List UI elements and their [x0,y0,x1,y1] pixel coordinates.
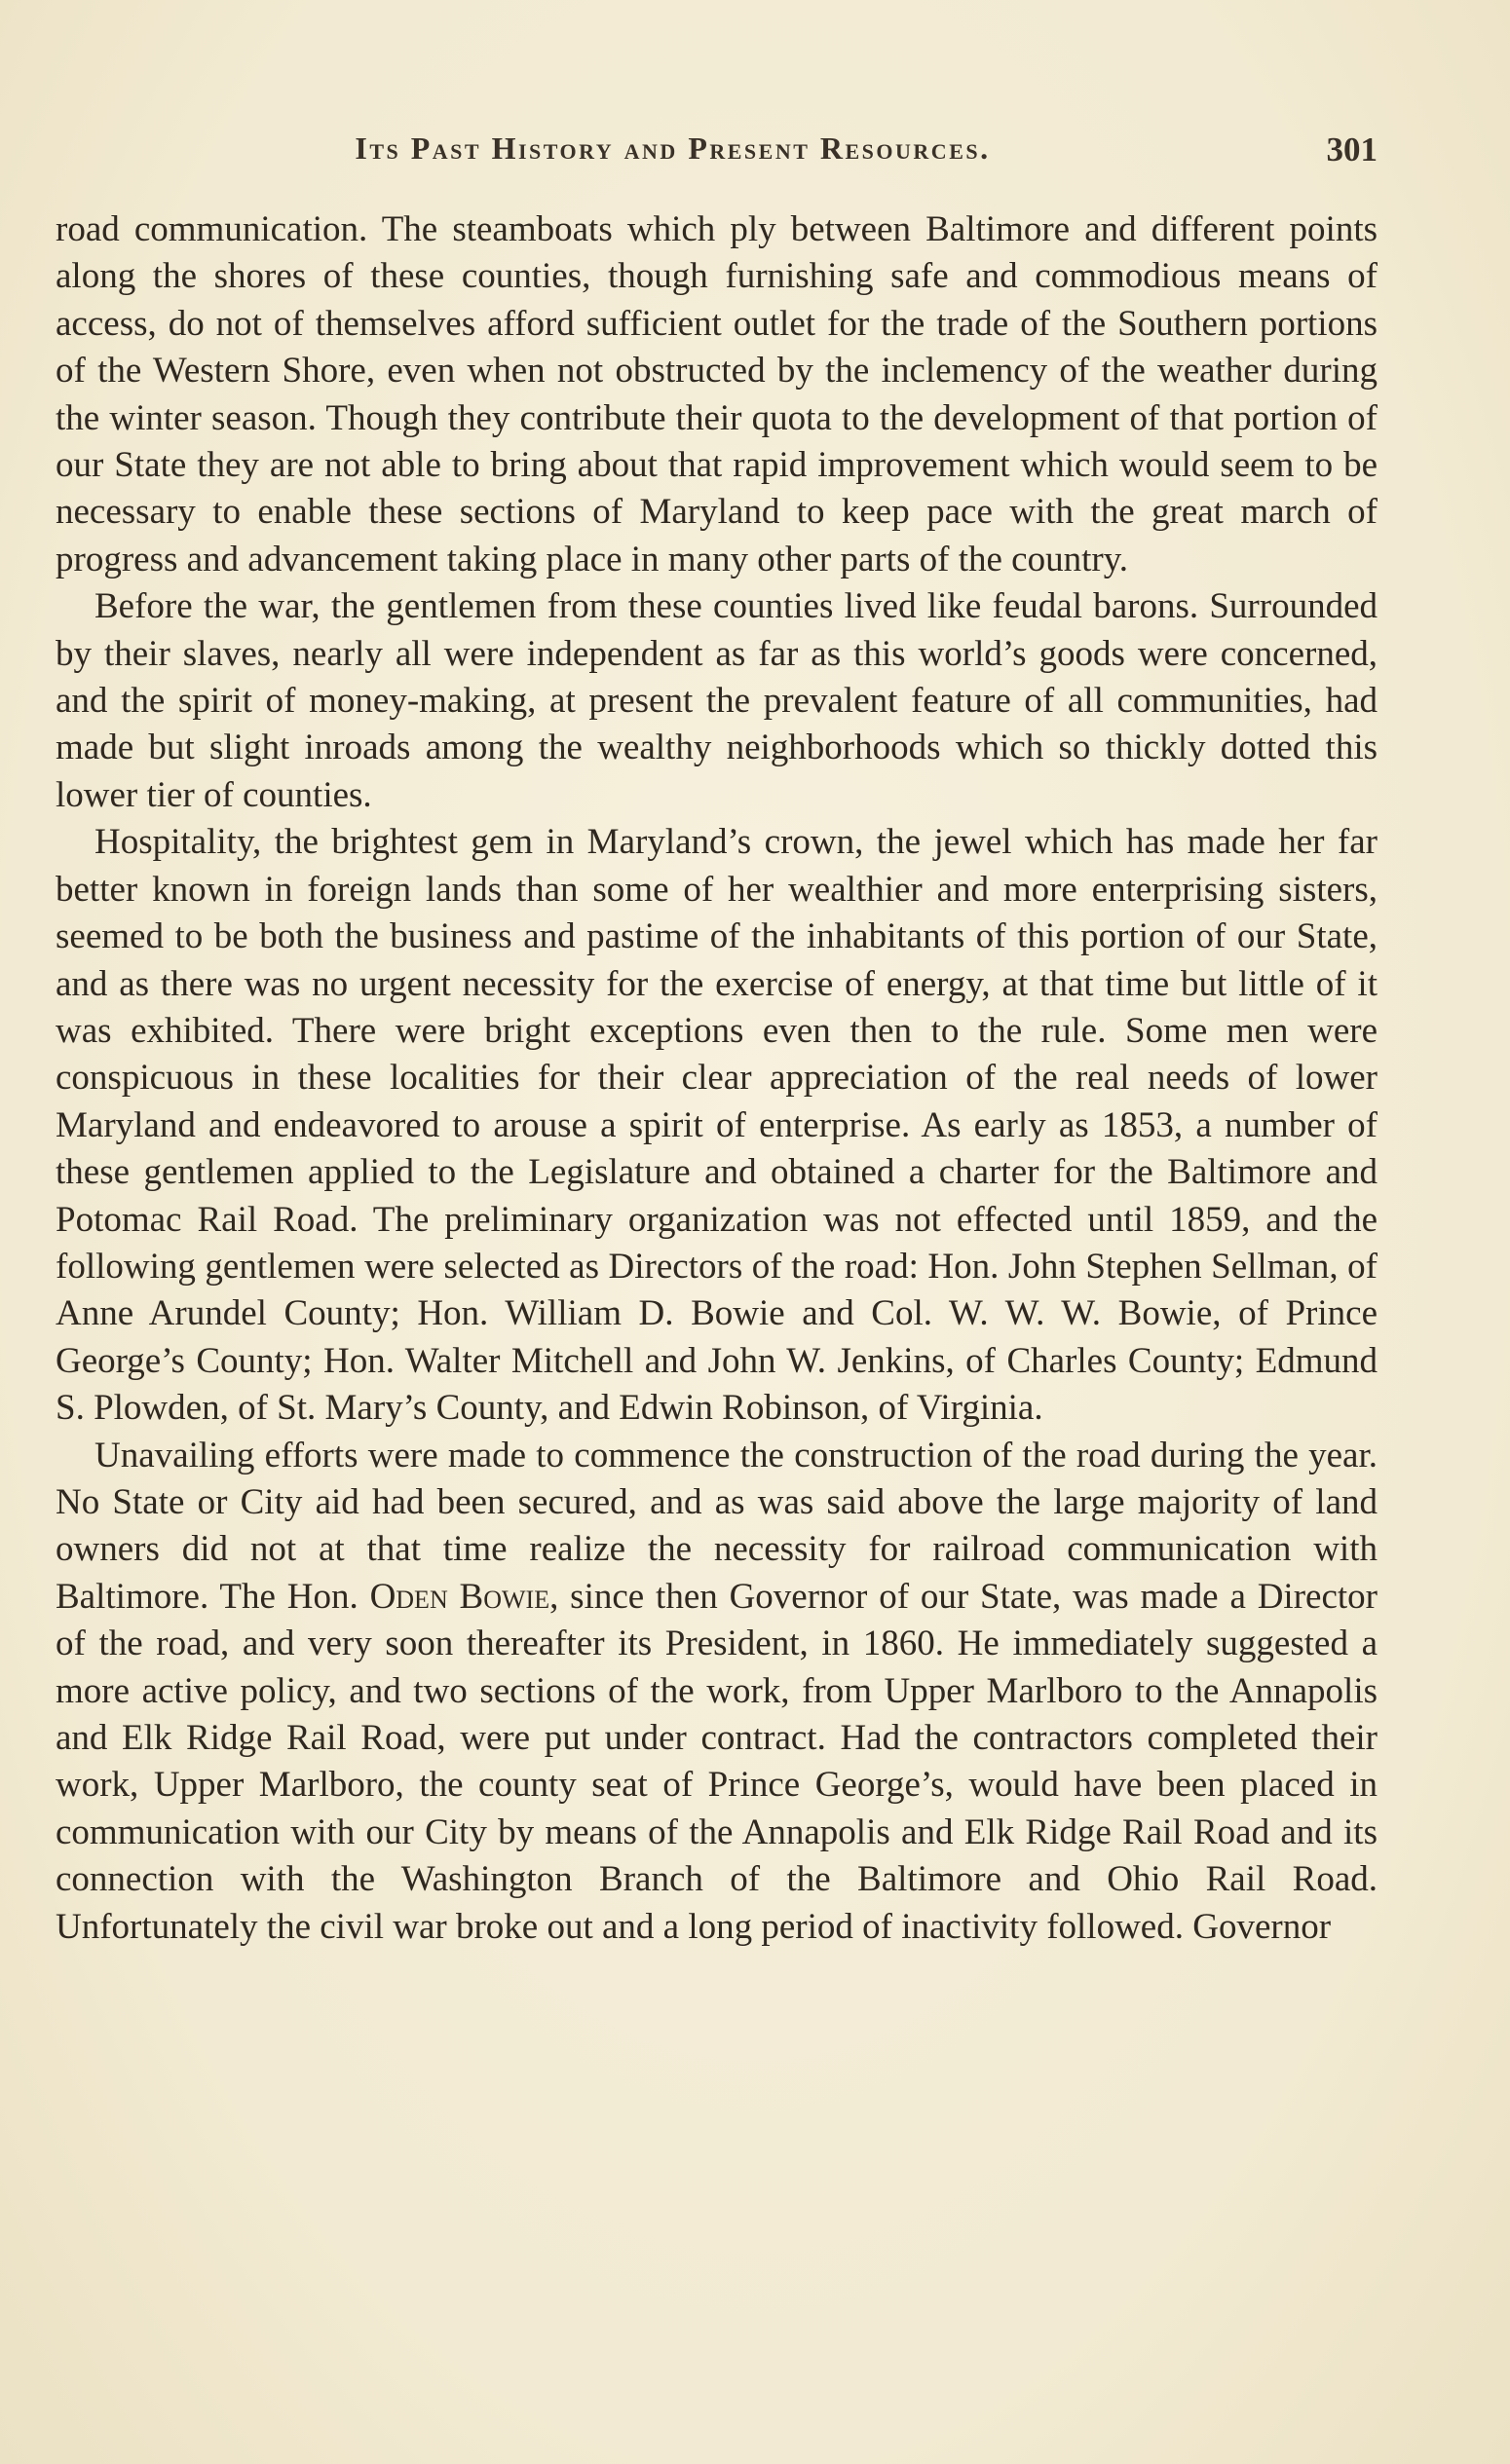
body-text [56,206,1378,1951]
paragraph-continued: road communication. The steamboats which ply between Baltimore and different points along the shores of these counties, though furnishing safe and commodious means of access, do not of themselves afford sufficient outlet for the trade of the Southern portions of the Western Shore, even when not obstructed by the inclemency of the weather during the winter season. Though they contribute their quota to the development of that portion of our State they are not able to bring about that rapid improvement which would seem to be necessary to enable these sections of Maryland to keep pace with the great march of progress and advancement taking place in many other parts of the country. [56,209,1378,579]
paragraph-text-before: Unavailing efforts were made to commence the construction of the road during the year. No State or City aid had been secured, and as was said above the large majority of land owners did not at that time realize the necessity for railroad communication with Baltimore. The Hon. [56,1435,1378,1617]
page-number: 301 [1326,131,1378,168]
paragraph-text-after: , since then Governor of our State, was made a Director of the road, and very soon thereafter its President, in 1860. He immediately suggested a more active policy, and two sections of the work, from Upper Marlboro to the Annapolis and Elk Ridge Rail Road, were put under contract. Had the contractors completed their work, Upper Marlboro, the county seat of Prince George’s, would have been placed in communication with our City by means of the Annapolis and Elk Ridge Rail Road and its connection with the Washington Branch of the Baltimore and Ohio Rail Road. Unfortunately the civil war broke out and a long period of inactivity followed. Governor [56,1576,1378,1947]
paragraph-feudal-barons: Before the war, the gentlemen from these counties lived like feudal barons. Surrounded by their slaves, nearly all were independent as far as this world’s goods were concerned, and the spirit of money-making, at present the prevalent feature of all communities, had made but slight inroads among the wealthy neighborhoods which so thickly dotted this lower tier of counties. [56,586,1378,815]
running-head [56,131,1378,175]
paragraph-unavailing-efforts [56,1433,1378,1951]
name-oden-bowie: Oden Bowie [369,1576,550,1617]
paragraph-hospitality: Hospitality, the brightest gem in Maryland’s crown, the jewel which has made her far better known in foreign lands than some of her wealthier and more enterprising sisters, seemed to be both the business and pastime of the inhabitants of this portion of our State, and as there was no urgent necessity for the exercise of energy, at that time but little of it was exhibited. There were bright exceptions even then to the rule. Some men were conspicuous in these localities for their clear appreciation of the real needs of lower Maryland and endeavored to arouse a spirit of enterprise. As early as 1853, a number of these gentlemen applied to the Legislature and obtained a charter for the Baltimore and Potomac Rail Road. The preliminary organization was not effected until 1859, and the following gentlemen were selected as Directors of the road: Hon. John Stephen Sellman, of Anne Arundel County; Hon. William D. Bowie and Col. W. W. W. Bowie, of Prince George’s County; Hon. Walter Mitchell and John W. Jenkins, of Charles County; Edmund S. Plowden, of St. Mary’s County, and Edwin Robinson, of Virginia. [56,822,1378,1429]
running-title: Its Past History and Present Resources. [355,131,991,166]
